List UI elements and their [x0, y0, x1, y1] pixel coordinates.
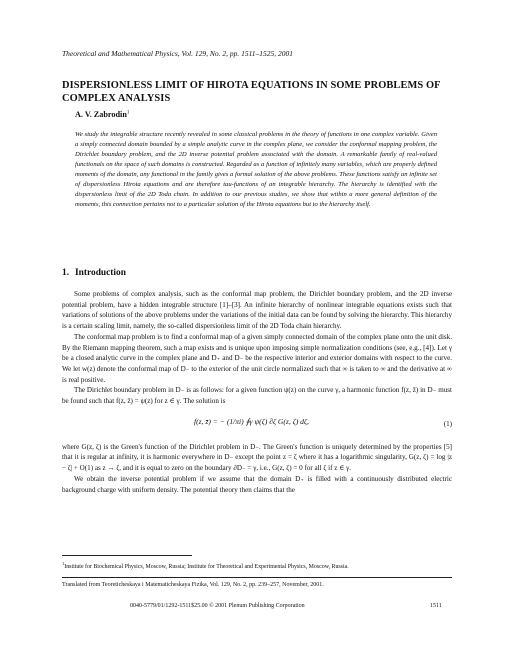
author-line — [75, 110, 129, 119]
abstract: We study the integrable structure recently revealed in some classical problems in the theory of functions in one complex variable. Given a simply connected domain bounded by a simple analytic curve in the complex plane, we consider the conformal mapping problem, the Dirichlet boundary problem, and the 2D inverse potential problem associated with the domain. A remarkable family of real-valued functionals on the space of such domains is constructed. Regarded as a function of infinitely many variables, which are properly defined moments of the domain, any functional in the family gives a formal solution of the above problems. These functions satisfy an infinite set of dispersionless Hirota equations and are therefore tau-functions of an integrable hierarchy. The hierarchy is identified with the dispersionless limit of the 2D Toda chain. In addition to our previous studies, we show that within a more general definition of the moments, this connection pertains not to a particular solution of the Hirota equations but to the hierarchy itself. — [75, 131, 437, 208]
body-text — [62, 289, 452, 495]
footnote-mark: 1 — [62, 561, 65, 566]
footnote-text: Institute for Biochemical Physics, Moscow, Russia; Institute for Theoretical and Experimental Physics, Moscow, Russia. — [64, 563, 349, 570]
author-affiliation-mark: 1 — [126, 110, 130, 116]
paragraph-3: The Dirichlet boundary problem in D₋ is as follows: for a given function ψ(z) on the curve γ, a harmonic function f(z, z̄) in D₋ must be found such that f(z, z̄) = ψ(z) for z ∈ γ. The solution is — [62, 386, 452, 406]
copyright-line: 0040-5779/01/1292-1511$25.00 © 2001 Plenum Publishing Corporation — [130, 603, 305, 609]
section-title: Introduction — [75, 268, 126, 278]
equation-number: (1) — [443, 419, 452, 428]
paragraph-2: The conformal map problem is to find a conformal map of a given simply connected domain of the complex plane onto the unit disk. By the Riemann mapping theorem, such a map exists and is unique upon imposing simple normalization conditions (see, e.g., [4]). Let γ be a closed analytic curve in the complex plane and D₊ and D₋ be the respective interior and exterior domains with respect to the curve. We let w(z) denote the conformal map of D₋ to the exterior of the unit circle normalized such that ∞ is taken to ∞ and the derivative at ∞ is real positive. — [62, 332, 452, 384]
journal-citation: Theoretical and Mathematical Physics, Vol. 129, No. 2, pp. 1511–1525, 2001 — [62, 49, 294, 58]
translation-note: Translated from Teoreticheskaya i Matematicheskaya Fizika, Vol. 129, No. 2, pp. 239–257, November, 2001. — [62, 582, 324, 588]
bottom-divider — [62, 577, 452, 578]
paper-title: DISPERSIONLESS LIMIT OF HIROTA EQUATIONS IN SOME PROBLEMS OF COMPLEX ANALYSIS — [62, 80, 441, 104]
page-number: 1511 — [430, 603, 442, 609]
paragraph-4: where G(z, ζ) is the Green's function of the Dirichlet problem in D₋. The Green's function is uniquely determined by the properties [5] that it is regular at infinity, it is harmonic everywhere in D₋ except the point z = ζ where it has a logarithmic singularity, G(z, ζ) = log |z − ζ| + O(1) as z → ζ, and it is equal to zero on the boundary ∂D₋ = γ, i.e., G(z, ζ) = 0 for all ζ if z ∈ γ. — [62, 442, 452, 473]
equation-1 — [62, 411, 452, 439]
section-heading — [62, 268, 126, 278]
author-name: A. V. Zabrodin — [75, 110, 127, 119]
paragraph-1: Some problems of complex analysis, such as the conformal map problem, the Dirichlet boundary problem, and the 2D inverse potential problem, have a hidden integrable structure [1]–[3]. An infinite hierarchy of nonlinear integrable equations exists such that variations of solutions of the above problems under the variations of the initial data can be found by solving the hierarchy. This hierarchy is a certain scaling limit, namely, the so-called dispersionless limit of the 2D Toda chain hierarchy. — [62, 290, 452, 331]
section-number: 1. — [62, 268, 70, 278]
footnote — [62, 560, 462, 571]
footnote-divider — [62, 555, 192, 556]
equation-expression: f(z, z̄) = − (1/πi) ∮γ ψ(ζ) ∂ζ G(z, ζ) dζ, — [194, 416, 309, 426]
paragraph-5: We obtain the inverse potential problem if we assume that the domain D₊ is filled with a continuously distributed electric background charge with uniform density. The potential theory then claims that the — [62, 474, 452, 494]
